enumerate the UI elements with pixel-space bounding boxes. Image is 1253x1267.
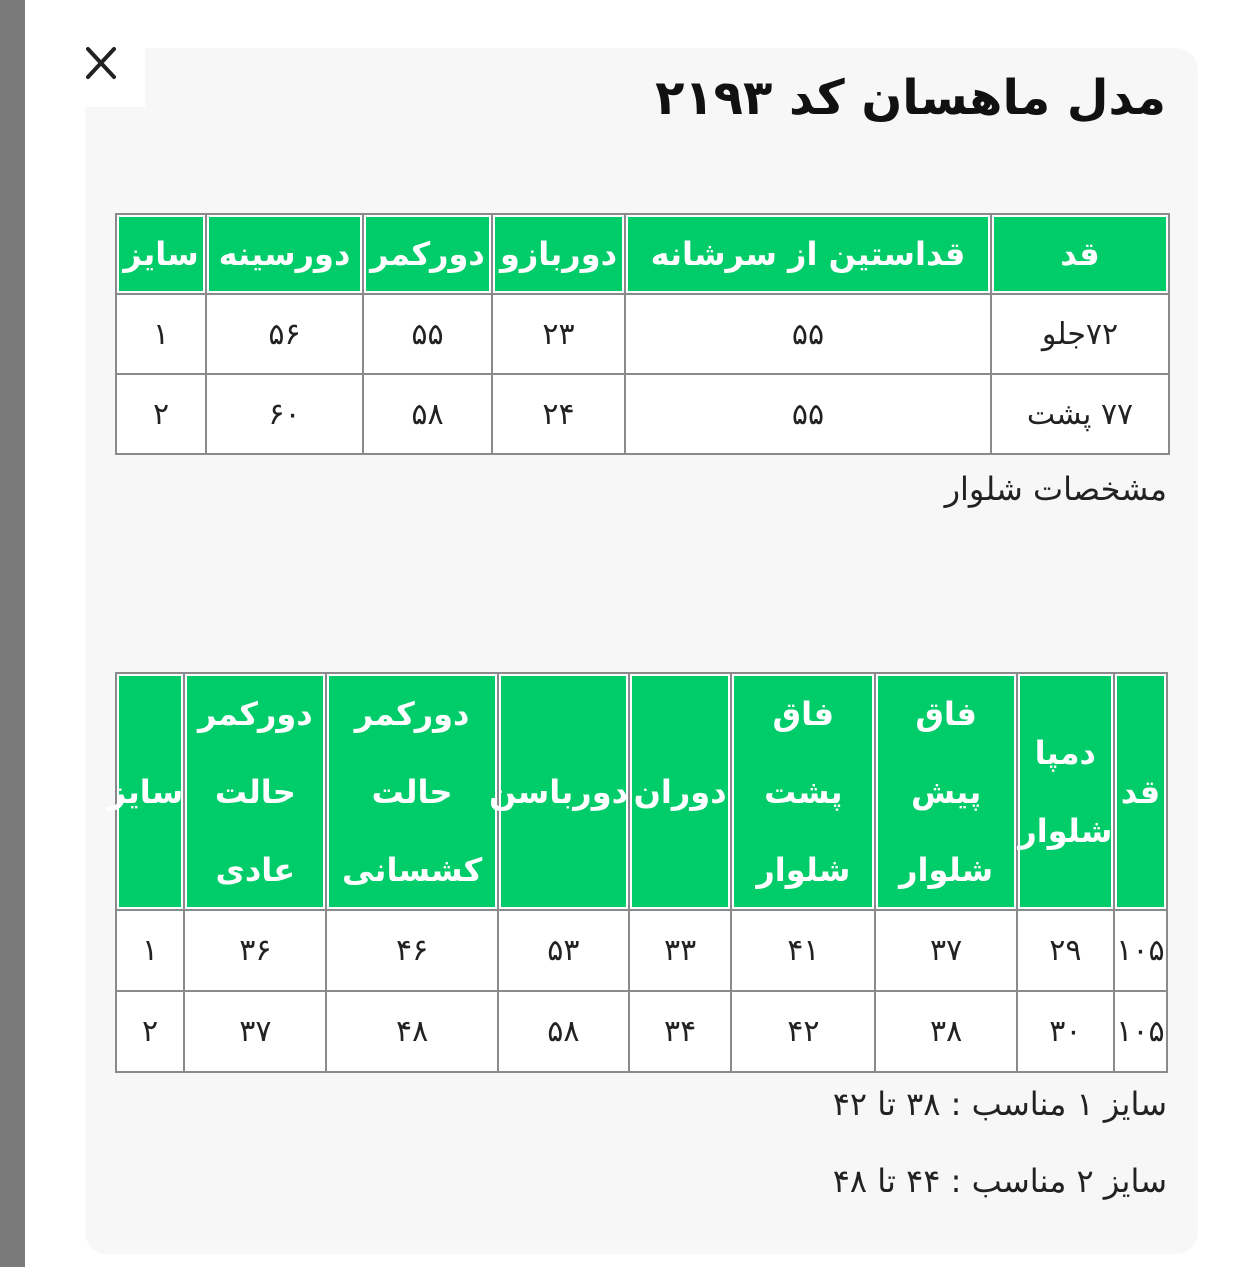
column-header-front-rise: فاق پیش شلوار [875,673,1016,910]
column-header-hem: دمپا شلوار [1017,673,1114,910]
table-cell: ۳۷ [184,991,326,1072]
table-cell: ۵۵ [625,294,991,374]
close-icon[interactable] [86,46,116,80]
table-cell: ۲۴ [492,374,625,454]
table-cell: ۲۳ [492,294,625,374]
column-header-back-rise: فاق پشت شلوار [731,673,875,910]
pants-size-table [107,672,1168,1073]
table-cell: ۶۰ [206,374,363,454]
table-cell: ۳۸ [875,991,1016,1072]
table-header-row [116,214,1169,294]
table-cell: ۵۵ [625,374,991,454]
table-row [116,910,1167,991]
table-cell: ۳۷ [875,910,1016,991]
table-cell: ۲ [116,991,184,1072]
column-header-waist-stretch: دورکمر حالت کشسانی [326,673,497,910]
table-cell: ۳۳ [629,910,731,991]
table-row [116,294,1169,374]
column-header-height: قد [1114,673,1167,910]
column-header-arm: دوربازو [492,214,625,294]
column-header-hip: دورباسن [498,673,629,910]
table-cell: ۱ [116,910,184,991]
table-cell: ۲ [116,374,206,454]
left-scroll-edge [0,0,25,1267]
table-row [116,991,1167,1072]
column-header-thigh: دوران [629,673,731,910]
table-row [116,374,1169,454]
table-cell: ۲۹ [1017,910,1114,991]
table-cell: ۵۶ [206,294,363,374]
table-cell: ۵۳ [498,910,629,991]
table-cell: ۴۲ [731,991,875,1072]
table-cell: ۴۱ [731,910,875,991]
column-header-size: سایز [116,673,184,910]
size-note: سایز ۱ مناسب : ۳۸ تا ۴۲ [832,1085,1167,1123]
table-cell: ۵۵ [363,294,492,374]
table-header-row [116,673,1167,910]
table-cell: ۷۷ پشت [991,374,1169,454]
column-header-waist: دورکمر [363,214,492,294]
table-cell: ۴۶ [326,910,497,991]
pants-section-title: مشخصات شلوار [944,470,1167,508]
top-size-table [115,213,1170,455]
table-cell: ۳۶ [184,910,326,991]
size-note: سایز ۲ مناسب : ۴۴ تا ۴۸ [832,1162,1167,1200]
column-header-size: سایز [116,214,206,294]
dialog-title: مدل ماهسان کد ۲۱۹۳ [655,70,1166,126]
column-header-height: قد [991,214,1169,294]
table-cell: ۳۰ [1017,991,1114,1072]
column-header-chest: دورسینه [206,214,363,294]
table-cell: ۱۰۵ [1114,910,1167,991]
column-header-sleeve-length: قداستین از سرشانه [625,214,991,294]
table-cell: ۵۸ [498,991,629,1072]
table-cell: ۴۸ [326,991,497,1072]
table-cell: ۷۲جلو [991,294,1169,374]
table-cell: ۱ [116,294,206,374]
column-header-waist-normal: دورکمر حالت عادی [184,673,326,910]
table-cell: ۱۰۵ [1114,991,1167,1072]
table-cell: ۵۸ [363,374,492,454]
table-cell: ۳۴ [629,991,731,1072]
